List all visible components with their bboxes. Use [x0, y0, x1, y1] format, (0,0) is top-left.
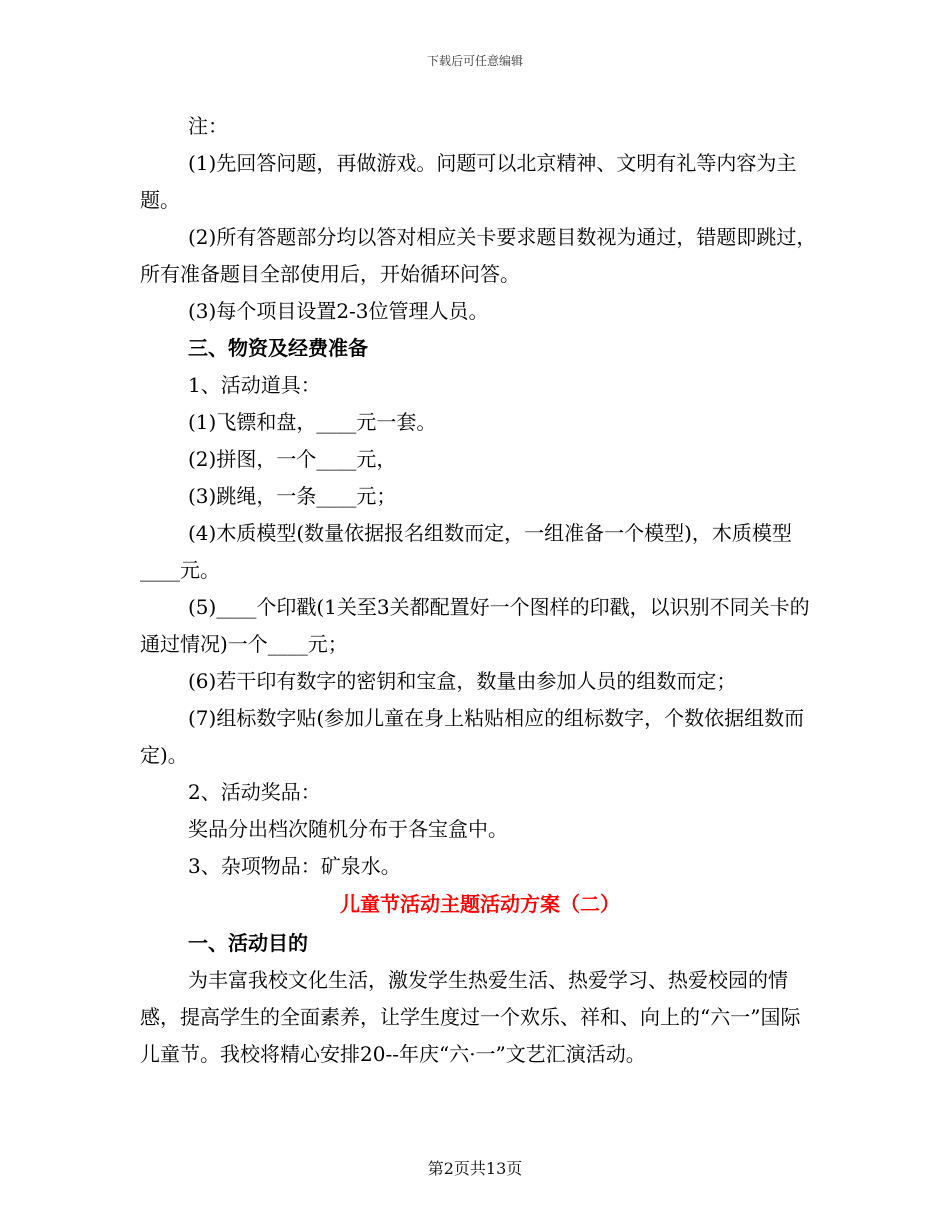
prop-item-3: (3)跳绳，一条____元；: [188, 484, 397, 508]
section-title: 儿童节活动主题活动方案（二）: [340, 892, 620, 916]
subheading-props: 1、活动道具：: [188, 373, 321, 397]
prop-item-4: (4)木质模型(数量依据报名组数而定，一组准备一个模型)，木质模型____元。: [140, 521, 792, 582]
prop-item-7: (7)组标数字贴(参加儿童在身上粘贴相应的组标数字，个数依据组数而定)。: [140, 706, 805, 767]
note-item-1: (1)先回答问题，再做游戏。问题可以北京精神、文明有礼等内容为主题。: [140, 151, 797, 212]
subheading-prizes: 2、活动奖品：: [188, 780, 321, 804]
note-item-3: (3)每个项目设置2-3位管理人员。: [188, 299, 489, 323]
prizes-text: 奖品分出档次随机分布于各宝盒中。: [188, 817, 508, 841]
purpose-text: 为丰富我校文化生活，激发学生热爱生活、热爱学习、热爱校园的情感，提高学生的全面素养，让学生度过一个欢乐、祥和、向上的“六一”国际儿童节。我校将精心安排20--年庆“六·一”文艺汇演活动。: [140, 968, 801, 1066]
note-item-2: (2)所有答题部分均以答对相应关卡要求题目数视为通过，错题即跳过，所有准备题目全部使用后，开始循环问答。: [140, 225, 817, 286]
prop-item-6: (6)若干印有数字的密钥和宝盒，数量由参加人员的组数而定；: [188, 669, 737, 693]
note-heading: 注：: [188, 114, 228, 138]
heading-purpose: 一、活动目的: [188, 931, 308, 955]
page-header: 下载后可任意编辑: [426, 54, 523, 68]
document-body: [140, 108, 820, 1073]
section-heading-materials: 三、物资及经费准备: [188, 336, 368, 360]
page-footer: 第2页共13页: [427, 1159, 523, 1178]
prop-item-1: (1)飞镖和盘，____元一套。: [188, 410, 437, 434]
prop-item-2: (2)拼图，一个____元，: [188, 447, 397, 471]
prop-item-5: (5)____个印戳(1关至3关都配置好一个图样的印戳，以识别不同关卡的通过情况)一个____元；: [140, 595, 810, 656]
subheading-misc: 3、杂项物品：矿泉水。: [188, 854, 401, 878]
